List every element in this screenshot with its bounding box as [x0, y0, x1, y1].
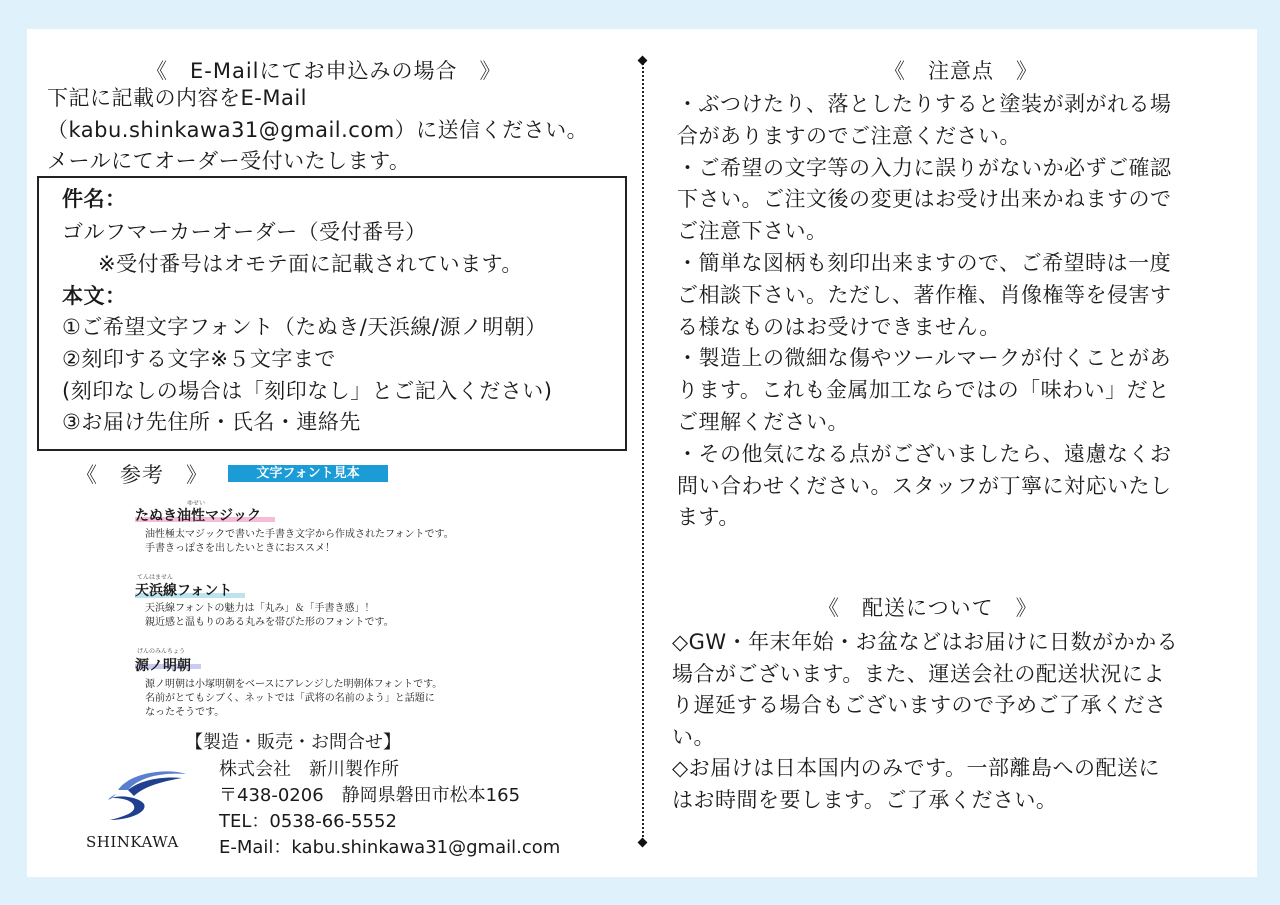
- notes-line: 合がありますのでご注意ください。: [677, 123, 1021, 148]
- shipping-line: い。: [672, 724, 715, 749]
- company-email: E-Mail：kabu.shinkawa31@gmail.com: [219, 837, 561, 858]
- notes-line: 問い合わせください。スタッフが丁寧に対応いたし: [677, 473, 1172, 498]
- shipping-line: 場合がございます。また、運送会社の配送状況によ: [672, 661, 1165, 686]
- notes-line: ります。これも金属加工ならではの「味わい」だと: [677, 378, 1170, 403]
- company-heading: 【製造・販売・お問合せ】: [185, 732, 401, 753]
- logo-text: SHINKAWA: [86, 833, 179, 851]
- font-2-desc-2: 親近感と温もりのある丸みを帯びた形のフォントです。: [145, 617, 394, 628]
- font-3-ruby: げんのみんちょう: [137, 648, 186, 655]
- notes-line: ・製造上の微細な傷やツールマークが付くことがあ: [677, 346, 1172, 371]
- body-item-4: ③お届け先住所・氏名・連絡先: [62, 410, 361, 434]
- font-3-desc-1: 源ノ明朝は小塚明朝をベースにアレンジした明朝体フォントです。: [145, 679, 443, 690]
- notes-line: ・その他気になる点がございましたら、遠慮なくお: [677, 441, 1172, 466]
- email-line-2: （kabu.shinkawa31@gmail.com）に送信ください。: [47, 118, 589, 142]
- font-1-desc-2: 手書きっぽさを出したいときにおススメ！: [145, 543, 335, 554]
- body-label: 本文：: [62, 284, 127, 308]
- body-item-2: ②刻印する文字※５文字まで: [62, 347, 336, 371]
- font-3-desc-3: なったそうです。: [145, 707, 225, 718]
- shipping-line: ◇お届けは日本国内のみです。一部離島への配送に: [672, 756, 1160, 781]
- center-divider: [642, 60, 644, 845]
- shipping-line: はお時間を要します。ご了承ください。: [672, 788, 1058, 812]
- font-3-desc-2: 名前がとてもシブく、ネットでは「武将の名前のよう」と話題に: [145, 693, 435, 704]
- shipping-line: ◇GW・年末年始・お盆などはお届けに日数がかかる: [672, 630, 1179, 654]
- font-sample-title: 文字フォント見本: [228, 465, 388, 482]
- email-line-1: 下記に記載の内容をE-Mail: [47, 86, 308, 110]
- notes-line: ご理解ください。: [677, 410, 849, 434]
- notes-line: ・ご希望の文字等の入力に誤りがないか必ずご確認: [677, 155, 1172, 180]
- company-name: 株式会社 新川製作所: [219, 759, 399, 780]
- email-heading: 《 E-Mailにてお申込みの場合 》: [146, 59, 502, 83]
- font-1-ruby: ゆせい: [187, 500, 206, 507]
- font-1-desc-1: 油性極太マジックで書いた手書き文字から作成されたフォントです。: [145, 529, 454, 540]
- reference-heading: 《 参考 》: [76, 463, 208, 487]
- shipping-line: り遅延する場合もございますので予めご了承くださ: [672, 693, 1167, 718]
- notes-heading: 《 注意点 》: [884, 59, 1038, 83]
- company-tel: TEL：0538-66-5552: [219, 811, 397, 832]
- notes-line: ご注意下さい。: [677, 219, 828, 244]
- shinkawa-logo-icon: [100, 768, 190, 828]
- notes-line: ご相談下さい。ただし、著作権、肖像権等を侵害す: [677, 282, 1172, 307]
- subject-value: ゴルフマーカーオーダー（受付番号）: [62, 220, 427, 244]
- font-2-desc-1: 天浜線フォントの魅力は「丸み」＆「手書き感」！: [145, 603, 375, 614]
- notes-line: 下さい。ご注文後の変更はお受け出来かねますので: [677, 187, 1172, 212]
- shipping-heading: 《 配送について 》: [818, 596, 1038, 620]
- body-item-3: (刻印なしの場合は「刻印なし」とご記入ください): [62, 379, 553, 403]
- email-line-3: メールにてオーダー受付いたします。: [47, 149, 411, 173]
- font-2-name: 天浜線フォント: [135, 583, 233, 599]
- font-3-name: 源ノ明朝: [135, 658, 191, 674]
- notes-line: る様なものはお受けできません。: [677, 314, 1001, 339]
- subject-label: 件名：: [62, 187, 127, 211]
- notes-line: ・ぶつけたり、落としたりすると塗装が剥がれる場: [677, 92, 1172, 116]
- notes-line: ・簡単な図柄も刻印出来ますので、ご希望時は一度: [677, 251, 1172, 275]
- body-item-1: ①ご希望文字フォント（たぬき/天浜線/源ノ明朝）: [62, 315, 547, 339]
- notes-line: ます。: [677, 505, 740, 530]
- font-1-name: たぬき油性マジック: [135, 508, 261, 524]
- company-address: 〒438-0206 静岡県磐田市松本165: [219, 785, 521, 806]
- subject-note: ※受付番号はオモテ面に記載されています。: [98, 252, 523, 276]
- font-2-ruby: てんはません: [137, 574, 174, 581]
